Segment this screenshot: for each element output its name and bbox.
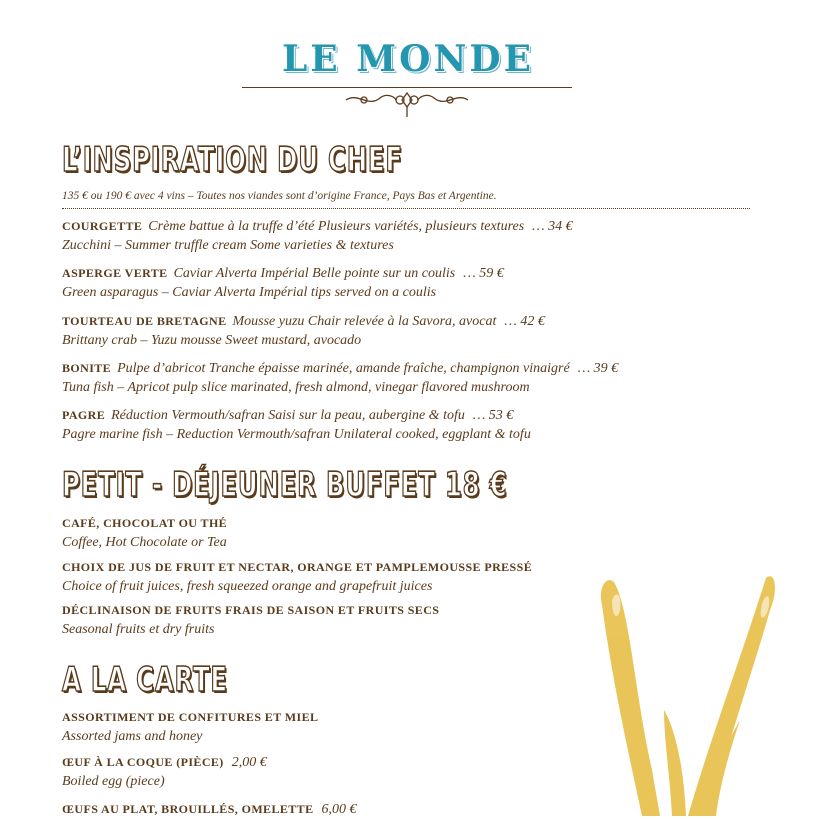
item-name: ŒUFS AU PLAT, BROUILLÉS, OMELETTE <box>62 802 314 816</box>
item-description: Crème battue à la truffe d’été Plusieurs variétés, plusieurs textures <box>148 219 525 234</box>
menu-item-asperge <box>62 264 504 302</box>
menu-note: 135 € ou 190 € avec 4 vins – Toutes nos viandes sont d’origine France, Pays Bas et Argentine. <box>62 190 497 202</box>
menu-item-oeufs-plat <box>62 800 356 819</box>
menu-item-jus <box>62 558 532 596</box>
item-name: CHOIX DE JUS DE FRUIT ET NECTAR, ORANGE ET PAMPLEMOUSSE PRESSÉ <box>62 560 533 574</box>
dotted-divider <box>62 208 750 209</box>
item-price: … 53 € <box>472 408 514 423</box>
item-name: TOURTEAU DE BRETAGNE <box>62 314 227 328</box>
item-price: … 39 € <box>577 361 619 376</box>
menu-item-oeuf-coque <box>62 753 267 791</box>
menu-item-boissons-chaudes <box>62 514 227 552</box>
section-title-breakfast: PETIT - DÉJEUNER BUFFET 18 € <box>62 465 508 505</box>
menu-item-bonite <box>62 359 618 397</box>
item-english: Green asparagus – Caviar Alverta Impérial tips served on a coulis <box>62 285 437 300</box>
item-name: BONITE <box>62 361 112 375</box>
item-english: Brittany crab – Yuzu mousse Sweet mustard, avocado <box>62 333 362 348</box>
wheat-illustration-icon <box>590 570 816 816</box>
item-english: Pagre marine fish – Reduction Vermouth/safran Unilateral cooked, eggplant & tofu <box>62 427 531 442</box>
item-english: Choice of fruit juices, fresh squeezed orange and grapefruit juices <box>62 579 433 594</box>
item-english: Boiled egg (piece) <box>62 774 165 789</box>
item-name: ASPERGE VERTE <box>62 266 168 280</box>
menu-item-tourteau <box>62 312 545 350</box>
item-description: Réduction Vermouth/safran Saisi sur la peau, aubergine & tofu <box>111 408 465 423</box>
item-name: COURGETTE <box>62 219 143 233</box>
item-price: … 59 € <box>463 266 504 281</box>
header-divider <box>242 87 572 88</box>
section-title-carte: A LA CARTE <box>62 660 228 700</box>
item-english: Tuna fish – Apricot pulp slice marinated, fresh almond, vinegar flavored mushroom <box>62 380 530 395</box>
menu-item-pagre <box>62 406 531 444</box>
item-price: … 42 € <box>504 314 545 329</box>
item-english: Assorted jams and honey <box>62 729 203 744</box>
item-price: … 34 € <box>532 219 573 234</box>
section-title-inspiration: L’INSPIRATION DU CHEF <box>62 140 403 180</box>
item-name: DÉCLINAISON DE FRUITS FRAIS DE SAISON ET FRUITS SECS <box>62 603 440 617</box>
item-price: 2,00 € <box>231 755 267 770</box>
item-name: CAFÉ, CHOCOLAT OU THÉ <box>62 516 228 530</box>
menu-item-confitures <box>62 708 318 746</box>
item-description: Caviar Alverta Impérial Belle pointe sur un coulis <box>173 266 456 281</box>
menu-item-courgette <box>62 217 573 255</box>
item-english: Seasonal fruits et dry fruits <box>62 622 215 637</box>
item-english: Zucchini – Summer truffle cream Some varieties & textures <box>62 238 394 253</box>
item-english: Coffee, Hot Chocolate or Tea <box>62 535 227 550</box>
item-name: ŒUF À LA COQUE (PIÈCE) <box>62 755 224 769</box>
ornament-flourish-icon <box>344 90 470 118</box>
brand-title: LE MONDE <box>281 38 535 80</box>
item-description: Mousse yuzu Chair relevée à la Savora, avocat <box>232 314 497 329</box>
menu-item-fruits <box>62 601 439 639</box>
item-name: ASSORTIMENT DE CONFITURES ET MIEL <box>62 710 319 724</box>
item-price: 6,00 € <box>321 802 357 817</box>
item-name: PAGRE <box>62 408 106 422</box>
item-description: Pulpe d’abricot Tranche épaisse marinée, amande fraîche, champignon vinaigré <box>117 361 570 376</box>
